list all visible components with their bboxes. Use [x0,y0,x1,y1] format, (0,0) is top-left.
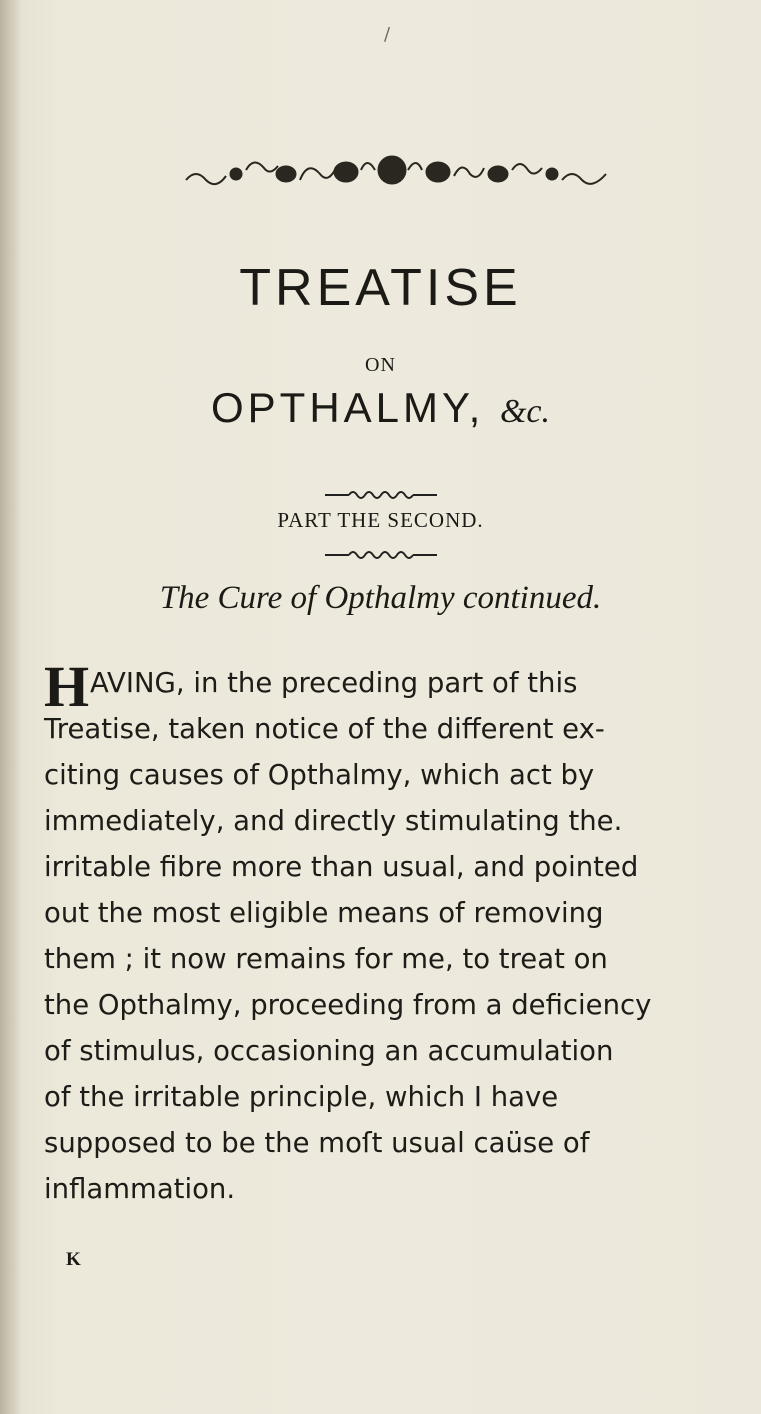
page-title: TREATISE [239,259,522,317]
body-line: AVING, in the preceding part of this [90,667,578,699]
title-subject [0,384,761,432]
floral-headpiece-ornament-icon [176,150,616,200]
page-gutter [0,0,22,1414]
body-line: Treatise, taken notice of the different ex- [44,713,605,745]
body-line: inflammation. [44,1173,236,1205]
body-line: immediately, and directly stimulating the. [44,805,623,837]
wavy-rule-ornament-icon [325,548,437,562]
wavy-rule-ornament-icon [325,488,437,502]
body-line: them ; it now remains for me, to treat on [44,943,608,975]
body-line: out the most eligible means of removing [44,897,604,929]
wavy-rule-bottom [0,548,761,562]
subject-etc: &c. [499,393,550,430]
drop-cap: H [44,654,90,719]
part-heading: PART THE SECOND. [277,508,484,532]
body-line: the Opthalmy, proceeding from a deficiency [44,989,652,1021]
corner-mark: / [384,24,391,45]
body-line: supposed to be the moſt usual caüse of [44,1127,590,1159]
body-line: irritable fibre more than usual, and pointed [44,851,639,883]
wavy-rule-top [0,488,761,502]
body-line: citing causes of Opthalmy, which act by [44,759,595,791]
chapter-subtitle: The Cure of Opthalmy continued. [159,580,602,616]
body-paragraph [44,654,664,1212]
title-on: ON [365,354,396,376]
printer-signature: K [66,1249,81,1270]
body-line: of the irritable principle, which I have [44,1081,559,1113]
subject-text: OPTHALMY, [210,384,485,431]
body-line: of stimulus, occasioning an accumulation [44,1035,614,1067]
